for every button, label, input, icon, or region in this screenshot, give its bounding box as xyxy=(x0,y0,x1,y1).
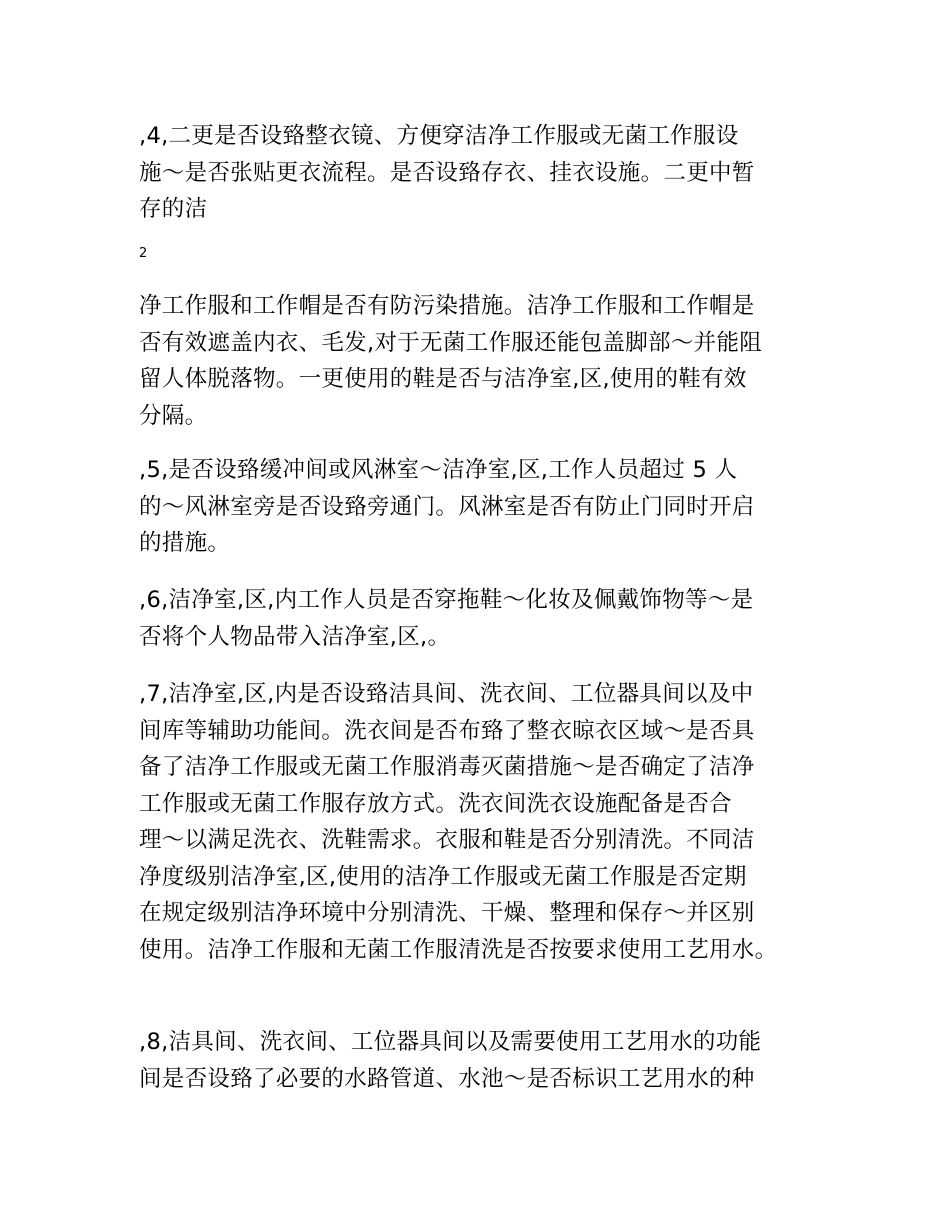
paragraph-8 xyxy=(139,1024,819,1097)
text-line: 在规定级别洁净环境中分别清洗、干燥、整理和保存～并区别 xyxy=(139,900,755,926)
text-line: ,6,洁净室,区,内工作人员是否穿拖鞋～化妆及佩戴饰物等～是 xyxy=(139,587,754,613)
paragraph-4-continued xyxy=(139,288,819,434)
text-line: 存的洁 xyxy=(139,196,208,222)
text-line: 的措施。 xyxy=(139,530,231,556)
text-line: ,5,是否设臵缓冲间或风淋室～洁净室,区,工作人员超过 5 人 xyxy=(139,457,738,483)
text-line: ,8,洁具间、洗衣间、工位器具间以及需要使用工艺用水的功能 xyxy=(139,1029,762,1055)
page-number: 2 xyxy=(139,246,148,261)
text-line: 间是否设臵了必要的水路管道、水池～是否标识工艺用水的种 xyxy=(139,1065,755,1092)
text-line: ,7,洁净室,区,内是否设臵洁具间、洗衣间、工位器具间以及中 xyxy=(139,681,754,707)
text-line: 分隔。 xyxy=(139,402,208,429)
paragraph-7 xyxy=(139,676,819,968)
text-line: ,4,二更是否设臵整衣镜、方便穿洁净工作服或无菌工作服设 xyxy=(139,123,739,149)
text-line: 净工作服和工作帽是否有防污染措施。洁净工作服和工作帽是 xyxy=(139,293,755,319)
text-line: 施～是否张贴更衣流程。是否设臵存衣、挂衣设施。二更中暂 xyxy=(139,159,755,186)
text-line: 净度级别洁净室,区,使用的洁净工作服或无菌工作服是否定期 xyxy=(139,863,747,890)
text-line: 备了洁净工作服或无菌工作服消毒灭菌措施～是否确定了洁净 xyxy=(139,754,755,780)
paragraph-5 xyxy=(139,452,819,562)
paragraph-4 xyxy=(139,118,819,228)
paragraph-6 xyxy=(139,582,819,655)
text-line: 否将个人物品带入洁净室,区,。 xyxy=(139,623,451,650)
text-line: 留人体脱落物。一更使用的鞋是否与洁净室,区,使用的鞋有效 xyxy=(139,366,747,392)
text-line: 工作服或无菌工作服存放方式。洗衣间洗衣设施配备是否合 xyxy=(139,790,732,817)
text-line: 理～以满足洗衣、洗鞋需求。衣服和鞋是否分别清洗。不同洁 xyxy=(139,827,755,853)
text-line: 否有效遮盖内衣、毛发,对于无菌工作服还能包盖脚部～并能阻 xyxy=(139,329,763,356)
text-line: 使用。洁净工作服和无菌工作服清洗是否按要求使用工艺用水。 xyxy=(139,936,778,963)
text-line: 间库等辅助功能间。洗衣间是否布臵了整衣晾衣区域～是否具 xyxy=(139,717,755,744)
text-line: 的～风淋室旁是否设臵旁通门。风淋室是否有防止门同时开启 xyxy=(139,493,755,520)
